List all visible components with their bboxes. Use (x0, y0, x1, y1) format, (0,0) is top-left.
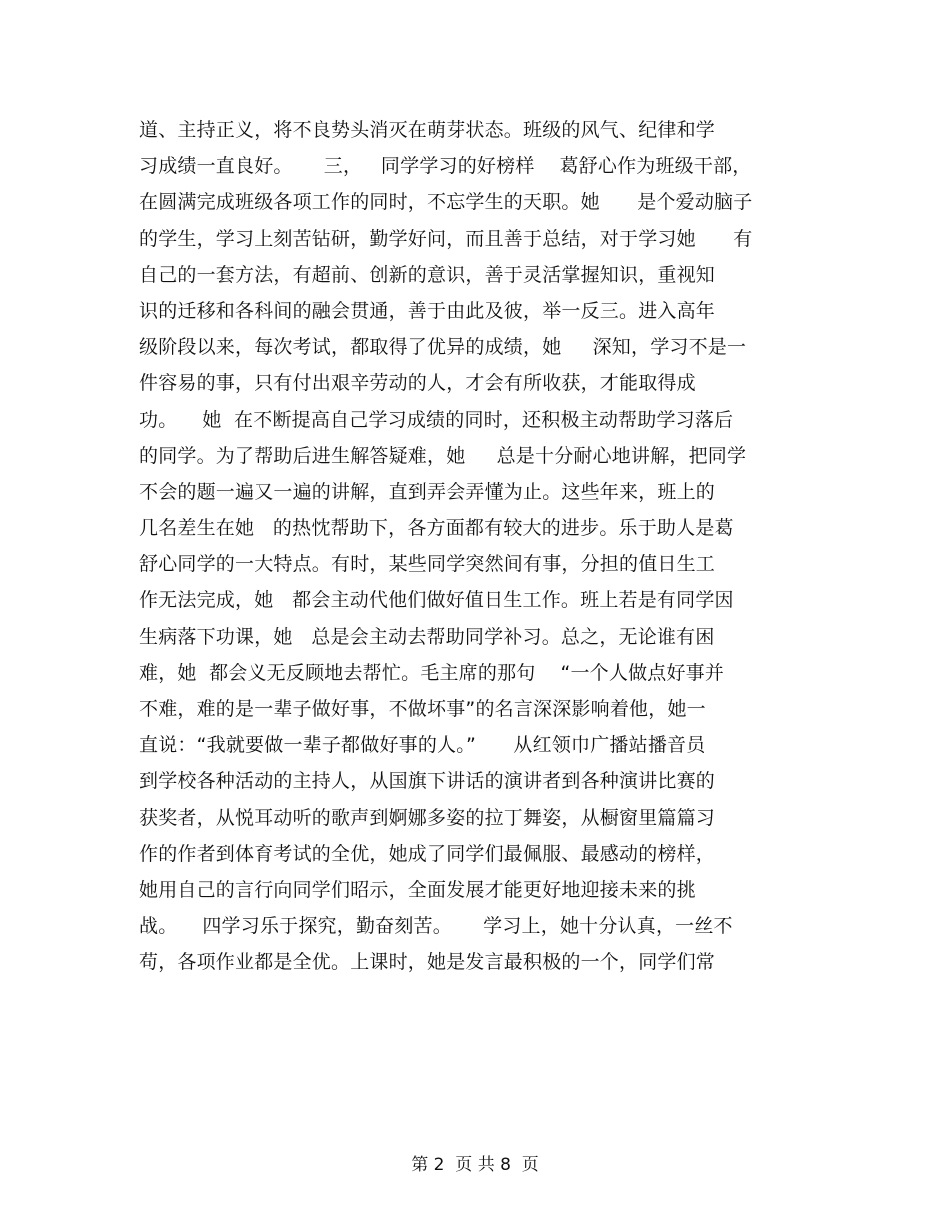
text-line: 她用自己的言行向同学们昭示，全面发展才能更好地迎接未来的挑 (139, 878, 696, 901)
text-line: 在圆满完成班级各项工作的同时，不忘学生的天职。她 是个爱动脑子 (139, 191, 753, 214)
text-line: 到学校各种活动的主持人，从国旗下讲话的演讲者到各种演讲比赛的 (139, 770, 716, 793)
text-line: 舒心同学的一大特点。有时，某些同学突然间有事，分担的值日生工 (139, 553, 716, 576)
text-line: 的同学。为了帮助后进生解答疑难，她 总是十分耐心地讲解，把同学 (139, 444, 747, 467)
text-line: 作的作者到体育考试的全优，她成了同学们最佩服、最感动的榜样， (139, 842, 716, 865)
text-line: 功。 她 在不断提高自己学习成绩的同时，还积极主动帮助学习落后 (139, 408, 734, 431)
text-line: 的学生，学习上刻苦钻研，勤学好问，而且善于总结，对于学习她 有 (139, 227, 753, 250)
text-line: 苟，各项作业都是全优。上课时，她是发言最积极的一个，同学们常 (139, 951, 716, 974)
text-line: 道、主持正义，将不良势头消灭在萌芽状态。班级的风气、纪律和学 (139, 119, 716, 141)
text-line: 自己的一套方法，有超前、创新的意识，善于灵活掌握知识，重视知 (139, 263, 716, 286)
text-line: 识的迁移和各科间的融会贯通，善于由此及彼，举一反三。进入高年 (139, 299, 716, 322)
text-line: 级阶段以来，每次考试，都取得了优异的成绩，她 深知，学习不是一 (139, 336, 747, 359)
body-text (139, 112, 839, 981)
text-line: 不难，难的是一辈子做好事，不做坏事”的名言深深影响着他，她一 (139, 698, 706, 720)
text-line: 习成绩一直良好。 三， 同学学习的好榜样 葛舒心作为班级干部， (139, 155, 752, 178)
text-line: 生病落下功课，她 总是会主动去帮助同学补习。总之，无论谁有困 (139, 625, 715, 648)
text-line: 直说：“我就要做一辈子都做好事的人。” 从红领巾广播站播音员 (139, 734, 706, 757)
text-line: 几名差生在她 的热忱帮助下，各方面都有较大的进步。乐于助人是葛 (139, 517, 734, 540)
text-line: 件容易的事，只有付出艰辛劳动的人，才会有所收获，才能取得成 (139, 372, 696, 395)
text-line: 不会的题一遍又一遍的讲解，直到弄会弄懂为止。这些年来，班上的 (139, 480, 716, 503)
page-number-footer: 第 2 页 共 8 页 (411, 1155, 539, 1175)
text-line: 战。 四学习乐于探究，勤奋刻苦。 学习上，她十分认真，一丝不 (139, 915, 733, 938)
text-line: 难，她 都会义无反顾地去帮忙。毛主席的那句 “一个人做点好事并 (139, 661, 725, 684)
text-line: 作无法完成，她 都会主动代他们做好值日生工作。班上若是有同学因 (139, 589, 734, 612)
text-line: 获奖者，从悦耳动听的歌声到婀娜多姿的拉丁舞姿，从橱窗里篇篇习 (139, 806, 716, 829)
